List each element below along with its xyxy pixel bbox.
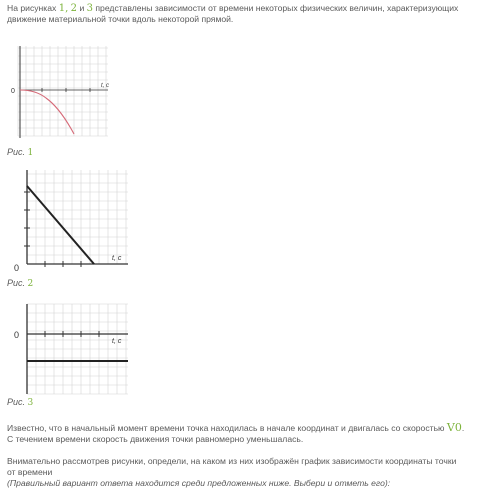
- statement-line1-end: .: [461, 423, 465, 433]
- figure-2-caption: [7, 278, 33, 289]
- figure-3-caption: [7, 397, 33, 408]
- figure-2-caption-label: Рис.: [7, 278, 26, 288]
- figure-3-grid: [27, 304, 128, 394]
- figure-3-caption-number: 3: [27, 398, 34, 408]
- intro-figure-3-ref: 3: [86, 3, 94, 14]
- figure-2-ticks: [24, 192, 81, 267]
- figure-3-graph: [10, 296, 135, 406]
- figure-2-grid: [27, 170, 128, 264]
- statement-line2: С течением времени скорость движения точки равномерно уменьшалась.: [7, 434, 304, 444]
- intro-text: [7, 3, 497, 25]
- intro-sep: ,: [65, 3, 69, 14]
- question-line2: от времени: [7, 467, 53, 477]
- statement-line1: Известно, что в начальный момент времени точка находилась в начале координат и двигалась со скоростью: [7, 423, 445, 433]
- figure-2-caption-number: 2: [27, 279, 34, 289]
- problem-statement: [7, 422, 499, 445]
- intro-part2: представлены зависимости от времени некоторых физических величин, характеризующих: [95, 3, 459, 13]
- figure-2-axis-label: t, c: [112, 255, 122, 262]
- intro-figure-1-ref: 1: [58, 3, 66, 14]
- intro-and: и: [79, 3, 85, 13]
- figure-1-origin-label: 0: [11, 88, 15, 95]
- intro-part1: На рисунках: [7, 3, 57, 13]
- figure-3-origin-label: 0: [14, 330, 20, 340]
- figure-1-graph: [8, 46, 123, 146]
- statement-v0: V0: [446, 421, 462, 434]
- figure-3-caption-label: Рис.: [7, 397, 26, 407]
- figure-2-line: [27, 186, 94, 264]
- figure-1-caption-number: 1: [27, 148, 34, 158]
- question-text: [7, 456, 499, 489]
- figure-1-axis-label: t, c: [101, 83, 110, 89]
- intro-figure-2-ref: 2: [70, 3, 78, 14]
- figure-3-axis-label: t, c: [112, 338, 122, 345]
- intro-line2: движение материальной точки вдоль некоторой прямой.: [7, 14, 234, 24]
- question-line3: (Правильный вариант ответа находится среди предложенных ниже. Выбери и отметь его):: [7, 478, 391, 488]
- figure-2-graph: [10, 170, 135, 280]
- figure-1-caption: [7, 147, 33, 158]
- figure-1-caption-label: Рис.: [7, 147, 26, 157]
- figure-2-origin-label: 0: [14, 263, 20, 273]
- question-line1: Внимательно рассмотрев рисунки, определи, на каком из них изображён график зависимости координаты точки: [7, 456, 457, 466]
